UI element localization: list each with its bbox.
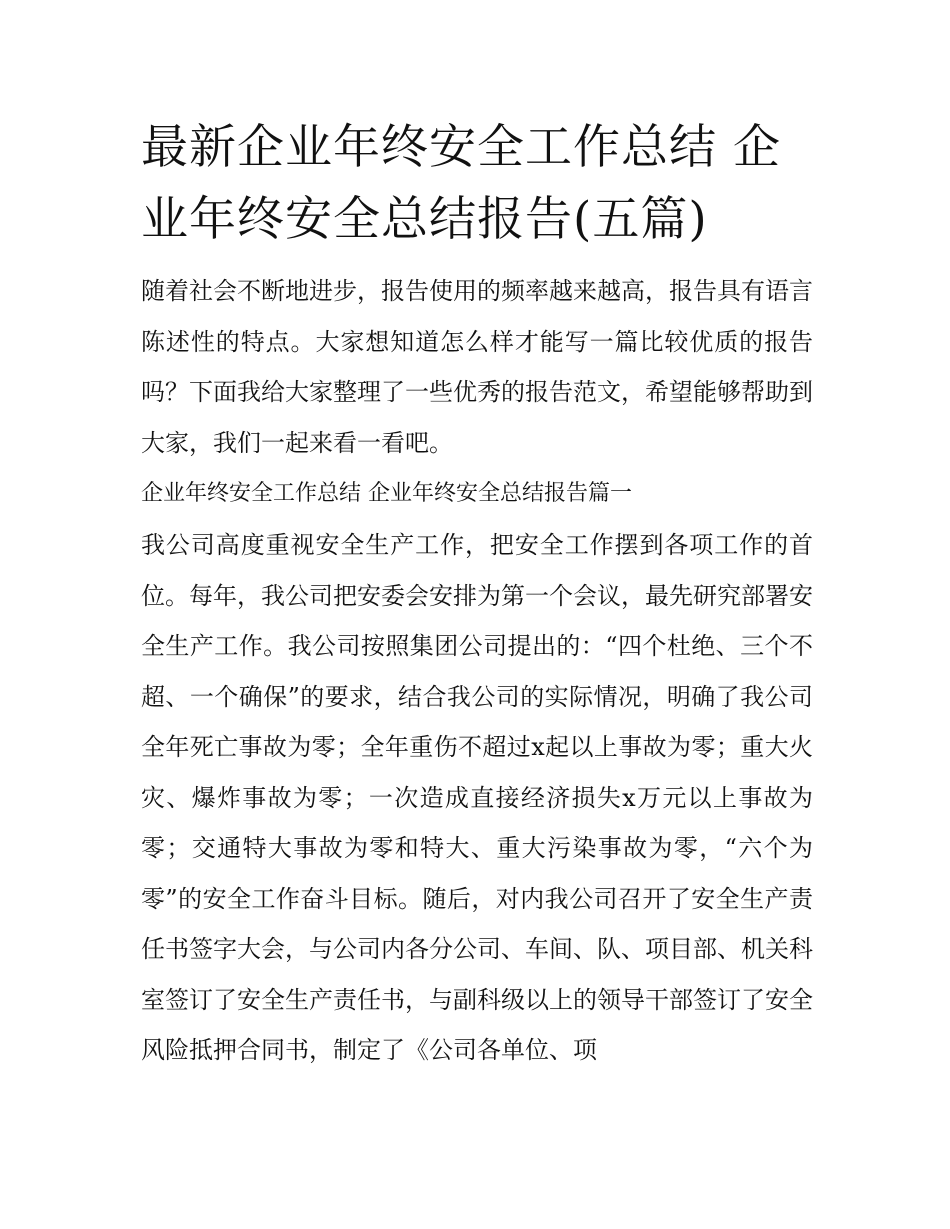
section-body-paragraph: 我公司高度重视安全生产工作，把安全工作摆到各项工作的首位。每年，我公司把安委会安排为第一个会议，最先研究部署安全生产工作。我公司按照集团公司提出的：“四个杜绝、三个不超、一个确保”的要求，结合我公司的实际情况，明确了我公司全年死亡事故为零；全年重伤不超过x起以上事故为零；重大火灾、爆炸事故为零；一次造成直接经济损失x万元以上事故为零；交通特大事故为零和特大、重大污染事故为零，“六个为零”的安全工作奋斗目标。随后，对内我公司召开了安全生产责任书签字大会，与公司内各分公司、车间、队、项目部、机关科室签订了安全生产责任书，与副科级以上的领导干部签订了安全风险抵押合同书，制定了《公司各单位、项 bbox=[141, 531, 813, 1064]
section-heading: 企业年终安全工作总结 企业年终安全总结报告篇一 bbox=[141, 481, 632, 506]
intro-paragraph: 随着社会不断地进步，报告使用的频率越来越高，报告具有语言陈述性的特点。大家想知道怎么样才能写一篇比较优质的报告吗？下面我给大家整理了一些优秀的报告范文，希望能够帮助到大家，我们一起来看一看吧。 bbox=[141, 277, 813, 457]
document-content bbox=[141, 112, 813, 1076]
document-title: 最新企业年终安全工作总结 企业年终安全总结报告(五篇) bbox=[141, 120, 781, 247]
